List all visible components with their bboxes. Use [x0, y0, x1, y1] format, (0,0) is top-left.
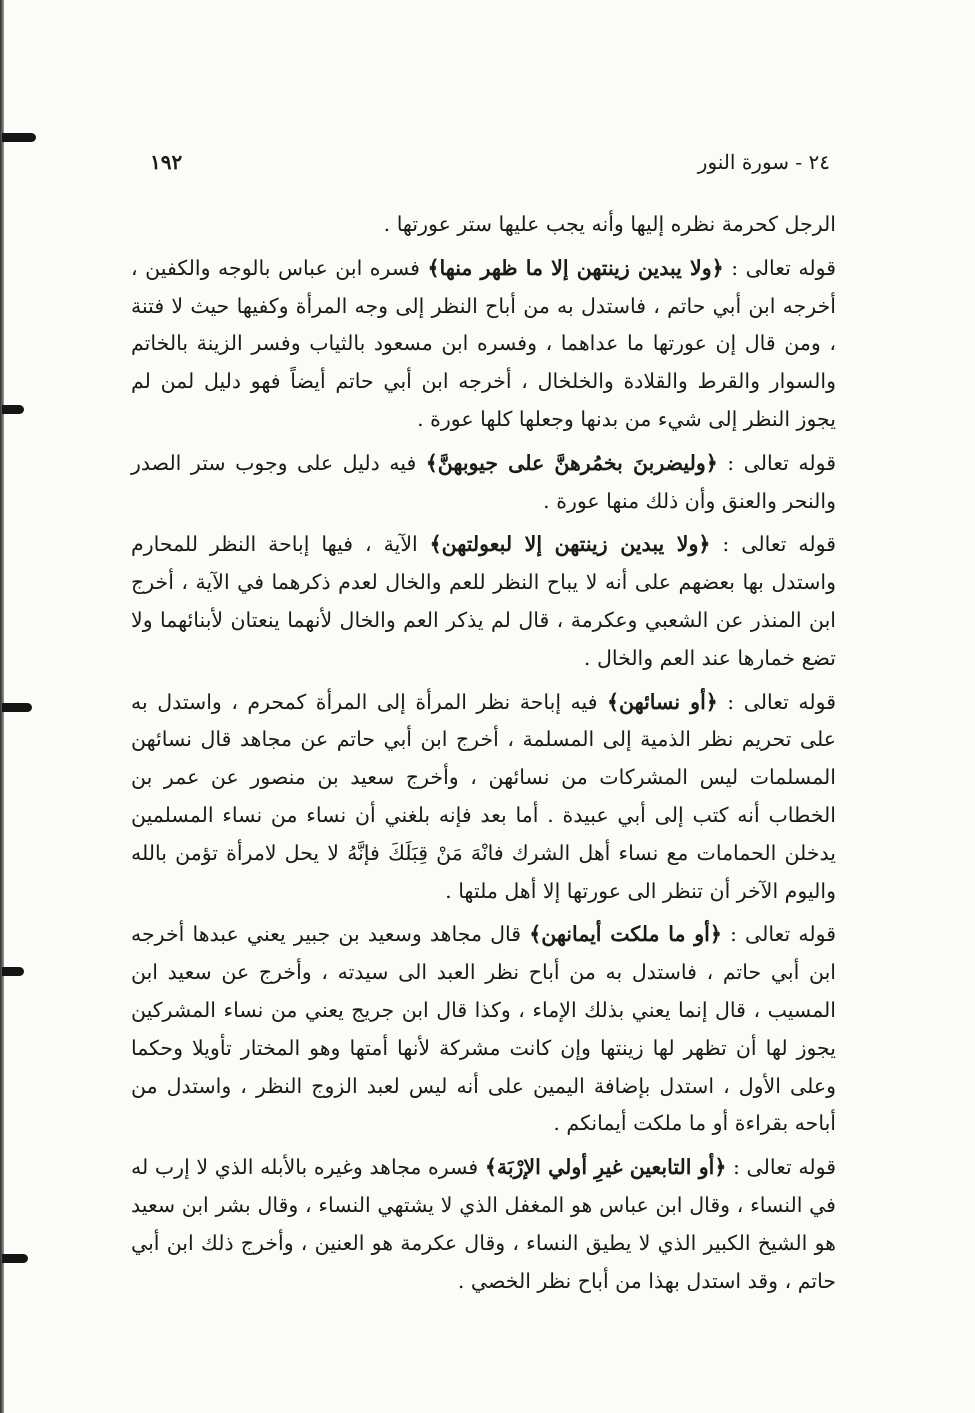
quran-verse: ﴿أو ما ملكت أيمانهن﴾ — [529, 922, 722, 947]
paragraph-intro: قوله تعالى : — [726, 1155, 836, 1180]
quran-verse: ﴿ولا يبدين زينتهن إلا لبعولتهن﴾ — [429, 532, 711, 557]
page-header — [150, 147, 830, 177]
paragraph-intro: قوله تعالى : — [723, 255, 836, 280]
paragraph-intro: قوله تعالى : — [717, 689, 836, 714]
paragraph-intro: قوله تعالى : — [710, 532, 836, 557]
quran-verse: ﴿أو نسائهن﴾ — [607, 689, 718, 714]
margin-mark — [2, 967, 24, 976]
paragraph — [131, 445, 836, 521]
paragraph — [131, 206, 836, 244]
paragraph — [131, 916, 836, 1143]
quran-verse: ﴿ولا يبدين زينتهن إلا ما ظهر منها﴾ — [427, 255, 724, 280]
paragraph-text: قال مجاهد وسعيد بن جبير يعني عبدها أخرجه ابن أبي حاتم ، فاستدل به من أباح نظر العبد الى سيدته ، وأخرج عن سعيد ابن المسيب ، قال إنما يعني بذلك الإماء ، وكذا قال ابن جريج يعني من نساء المشركين يجوز لها أن تظهر لها زينتها وإن كانت مشركة لأنها أمتها وهو المختار تأويلا وحكما وعلى الأول ، استدل بإضافة اليمين على أنه ليس لعبد الزوج النظر ، واستدل من أباحه بقراءة أو ما ملكت أيمانكم . — [131, 922, 836, 1136]
margin-mark — [2, 405, 24, 414]
paragraph — [131, 250, 836, 439]
paragraph — [131, 526, 836, 677]
paragraph-intro: قوله تعالى : — [717, 450, 836, 475]
paragraph-text: فسره ابن عباس بالوجه والكفين ، أخرجه ابن أبي حاتم ، فاستدل به من أباح النظر إلى وجه المرأة وكفيها حيث لا فتنة ، ومن قال إن عورتها ما عداهما ، وفسره ابن مسعود بالثياب وفسر الزينة بالخاتم والسوار والقرط والقلادة والخلخال ، أخرجه ابن أبي حاتم أيضاً فهو دليل لمن لم يجوز النظر إلى شيء من بدنها وجعلها كلها عورة . — [131, 255, 836, 431]
surah-title: ٢٤ - سورة النور — [697, 150, 830, 174]
margin-mark — [2, 133, 36, 142]
paragraph-text: فسره مجاهد وغيره بالأبله الذي لا إرب له في النساء ، وقال ابن عباس هو المغفل الذي لا يشتهي النساء ، وقال بشر ابن سعيد هو الشيخ الكبير الذي لا يطيق النساء ، وقال عكرمة هو العنين ، وأخرج ذلك ابن أبي حاتم ، وقد استدل بهذا من أباح نظر الخصي . — [131, 1155, 836, 1293]
page-number: ١٩٢ — [150, 150, 183, 174]
paragraph — [131, 684, 836, 911]
paragraph-text: الرجل كحرمة نظره إليها وأنه يجب عليها ستر عورتها . — [383, 212, 836, 236]
paragraph — [131, 1149, 836, 1300]
quran-verse: ﴿أو التابعين غيرِ أولي الإرْبَة﴾ — [484, 1155, 727, 1180]
page-body — [131, 206, 836, 1306]
paragraph-intro: قوله تعالى : — [721, 922, 836, 947]
paragraph-text: فيه إباحة نظر المرأة إلى المرأة كمحرم ، واستدل به على تحريم نظر الذمية إلى المسلمة ، أخرج ابن أبي حاتم عن مجاهد قال نسائهن المسلمات ليس المشركات من نسائهن ، وأخرج سعيد بن منصور عن عمر بن الخطاب أنه كتب إلى أبي عبيدة . أما بعد فإنه بلغني أن نساء من نساء المسلمين يدخلن الحمامات مع نساء أهل الشرك فانْهَ مَنْ قِبَلَكَ فإنَّهُ لا يحل لامرأة تؤمن بالله واليوم الآخر أن تنظر الى عورتها إلا أهل ملتها . — [131, 689, 836, 903]
margin-mark — [2, 1254, 28, 1263]
paragraph-text: فيه دليل على وجوب ستر الصدر والنحر والعنق وأن ذلك منها عورة . — [131, 450, 836, 513]
paragraph-text: الآية ، فيها إباحة النظر للمحارم واستدل بها بعضهم على أنه لا يباح النظر للعم والخال لعدم ذكرهما في الآية ، أخرج ابن المنذر عن الشعبي وعكرمة ، قال لم يذكر العم والخال لأنهما ينعتان لأبنائهما ولا تضع خمارها عند العم والخال . — [131, 532, 836, 670]
quran-verse: ﴿وليضربنَ بخمُرهنَّ على جيوبهنَّ﴾ — [425, 450, 718, 475]
margin-mark — [2, 703, 32, 712]
